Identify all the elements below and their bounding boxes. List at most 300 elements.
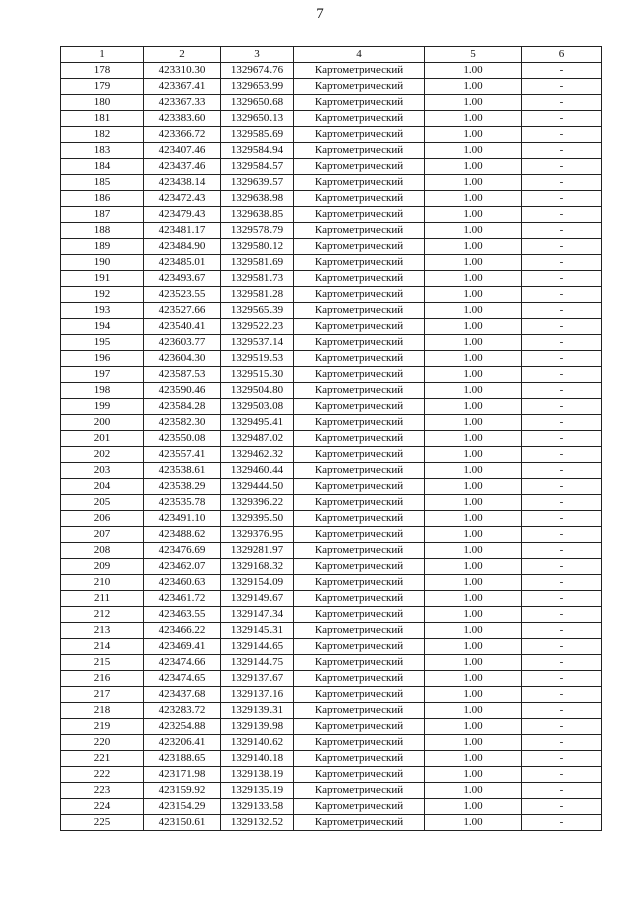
y-coordinate-cell: 1329139.31 xyxy=(221,703,294,719)
accuracy-cell: 1.00 xyxy=(425,271,522,287)
note-cell: - xyxy=(522,447,602,463)
x-coordinate-cell: 423159.92 xyxy=(144,783,221,799)
point-number-cell: 198 xyxy=(61,383,144,399)
table-row xyxy=(61,639,602,655)
accuracy-cell: 1.00 xyxy=(425,815,522,831)
point-number-cell: 187 xyxy=(61,207,144,223)
method-cell: Картометрический xyxy=(294,63,425,79)
x-coordinate-cell: 423462.07 xyxy=(144,559,221,575)
table-row xyxy=(61,287,602,303)
note-cell: - xyxy=(522,591,602,607)
method-cell: Картометрический xyxy=(294,703,425,719)
method-cell: Картометрический xyxy=(294,799,425,815)
x-coordinate-cell: 423538.61 xyxy=(144,463,221,479)
x-coordinate-cell: 423479.43 xyxy=(144,207,221,223)
method-cell: Картометрический xyxy=(294,655,425,671)
accuracy-cell: 1.00 xyxy=(425,239,522,255)
accuracy-cell: 1.00 xyxy=(425,287,522,303)
x-coordinate-cell: 423476.69 xyxy=(144,543,221,559)
table-row xyxy=(61,783,602,799)
point-number-cell: 194 xyxy=(61,319,144,335)
y-coordinate-cell: 1329504.80 xyxy=(221,383,294,399)
accuracy-cell: 1.00 xyxy=(425,127,522,143)
accuracy-cell: 1.00 xyxy=(425,559,522,575)
note-cell: - xyxy=(522,319,602,335)
point-number-cell: 178 xyxy=(61,63,144,79)
table-row xyxy=(61,431,602,447)
note-cell: - xyxy=(522,383,602,399)
accuracy-cell: 1.00 xyxy=(425,495,522,511)
note-cell: - xyxy=(522,767,602,783)
point-number-cell: 200 xyxy=(61,415,144,431)
table-row xyxy=(61,511,602,527)
y-coordinate-cell: 1329584.94 xyxy=(221,143,294,159)
note-cell: - xyxy=(522,575,602,591)
point-number-cell: 208 xyxy=(61,543,144,559)
point-number-cell: 221 xyxy=(61,751,144,767)
note-cell: - xyxy=(522,687,602,703)
column-header-3: 3 xyxy=(221,47,294,63)
x-coordinate-cell: 423437.68 xyxy=(144,687,221,703)
x-coordinate-cell: 423493.67 xyxy=(144,271,221,287)
column-header-1: 1 xyxy=(61,47,144,63)
note-cell: - xyxy=(522,815,602,831)
point-number-cell: 204 xyxy=(61,479,144,495)
table-row xyxy=(61,495,602,511)
note-cell: - xyxy=(522,671,602,687)
point-number-cell: 191 xyxy=(61,271,144,287)
y-coordinate-cell: 1329395.50 xyxy=(221,511,294,527)
note-cell: - xyxy=(522,79,602,95)
y-coordinate-cell: 1329149.67 xyxy=(221,591,294,607)
y-coordinate-cell: 1329565.39 xyxy=(221,303,294,319)
accuracy-cell: 1.00 xyxy=(425,463,522,479)
y-coordinate-cell: 1329522.23 xyxy=(221,319,294,335)
note-cell: - xyxy=(522,191,602,207)
accuracy-cell: 1.00 xyxy=(425,607,522,623)
table-row xyxy=(61,271,602,287)
accuracy-cell: 1.00 xyxy=(425,639,522,655)
y-coordinate-cell: 1329650.13 xyxy=(221,111,294,127)
accuracy-cell: 1.00 xyxy=(425,159,522,175)
note-cell: - xyxy=(522,207,602,223)
table-row xyxy=(61,607,602,623)
point-number-cell: 218 xyxy=(61,703,144,719)
method-cell: Картометрический xyxy=(294,735,425,751)
table-row xyxy=(61,207,602,223)
method-cell: Картометрический xyxy=(294,175,425,191)
table-header-row xyxy=(61,47,602,63)
note-cell: - xyxy=(522,655,602,671)
method-cell: Картометрический xyxy=(294,751,425,767)
method-cell: Картометрический xyxy=(294,95,425,111)
point-number-cell: 186 xyxy=(61,191,144,207)
page-number: 7 xyxy=(316,6,324,22)
note-cell: - xyxy=(522,399,602,415)
point-number-cell: 202 xyxy=(61,447,144,463)
point-number-cell: 189 xyxy=(61,239,144,255)
x-coordinate-cell: 423469.41 xyxy=(144,639,221,655)
method-cell: Картометрический xyxy=(294,351,425,367)
x-coordinate-cell: 423584.28 xyxy=(144,399,221,415)
table-row xyxy=(61,255,602,271)
y-coordinate-cell: 1329639.57 xyxy=(221,175,294,191)
note-cell: - xyxy=(522,463,602,479)
table-row xyxy=(61,623,602,639)
x-coordinate-cell: 423491.10 xyxy=(144,511,221,527)
point-number-cell: 222 xyxy=(61,767,144,783)
note-cell: - xyxy=(522,543,602,559)
method-cell: Картометрический xyxy=(294,783,425,799)
y-coordinate-cell: 1329578.79 xyxy=(221,223,294,239)
x-coordinate-cell: 423188.65 xyxy=(144,751,221,767)
point-number-cell: 196 xyxy=(61,351,144,367)
note-cell: - xyxy=(522,735,602,751)
note-cell: - xyxy=(522,303,602,319)
table-row xyxy=(61,79,602,95)
method-cell: Картометрический xyxy=(294,191,425,207)
x-coordinate-cell: 423150.61 xyxy=(144,815,221,831)
accuracy-cell: 1.00 xyxy=(425,367,522,383)
table-row xyxy=(61,319,602,335)
accuracy-cell: 1.00 xyxy=(425,79,522,95)
table-row xyxy=(61,367,602,383)
y-coordinate-cell: 1329137.67 xyxy=(221,671,294,687)
note-cell: - xyxy=(522,751,602,767)
method-cell: Картометрический xyxy=(294,383,425,399)
y-coordinate-cell: 1329580.12 xyxy=(221,239,294,255)
point-number-cell: 205 xyxy=(61,495,144,511)
accuracy-cell: 1.00 xyxy=(425,399,522,415)
method-cell: Картометрический xyxy=(294,447,425,463)
point-number-cell: 212 xyxy=(61,607,144,623)
point-number-cell: 210 xyxy=(61,575,144,591)
y-coordinate-cell: 1329487.02 xyxy=(221,431,294,447)
x-coordinate-cell: 423466.22 xyxy=(144,623,221,639)
method-cell: Картометрический xyxy=(294,559,425,575)
point-number-cell: 193 xyxy=(61,303,144,319)
method-cell: Картометрический xyxy=(294,639,425,655)
y-coordinate-cell: 1329462.32 xyxy=(221,447,294,463)
point-number-cell: 214 xyxy=(61,639,144,655)
note-cell: - xyxy=(522,527,602,543)
y-coordinate-cell: 1329638.98 xyxy=(221,191,294,207)
x-coordinate-cell: 423438.14 xyxy=(144,175,221,191)
accuracy-cell: 1.00 xyxy=(425,415,522,431)
accuracy-cell: 1.00 xyxy=(425,191,522,207)
x-coordinate-cell: 423557.41 xyxy=(144,447,221,463)
x-coordinate-cell: 423461.72 xyxy=(144,591,221,607)
table-row xyxy=(61,767,602,783)
accuracy-cell: 1.00 xyxy=(425,671,522,687)
x-coordinate-cell: 423603.77 xyxy=(144,335,221,351)
table-row xyxy=(61,223,602,239)
y-coordinate-cell: 1329138.19 xyxy=(221,767,294,783)
point-number-cell: 225 xyxy=(61,815,144,831)
accuracy-cell: 1.00 xyxy=(425,591,522,607)
x-coordinate-cell: 423472.43 xyxy=(144,191,221,207)
method-cell: Картометрический xyxy=(294,143,425,159)
note-cell: - xyxy=(522,415,602,431)
table-row xyxy=(61,415,602,431)
y-coordinate-cell: 1329638.85 xyxy=(221,207,294,223)
y-coordinate-cell: 1329140.62 xyxy=(221,735,294,751)
table-row xyxy=(61,687,602,703)
y-coordinate-cell: 1329376.95 xyxy=(221,527,294,543)
x-coordinate-cell: 423254.88 xyxy=(144,719,221,735)
accuracy-cell: 1.00 xyxy=(425,303,522,319)
x-coordinate-cell: 423367.33 xyxy=(144,95,221,111)
point-number-cell: 224 xyxy=(61,799,144,815)
table-row xyxy=(61,399,602,415)
y-coordinate-cell: 1329144.65 xyxy=(221,639,294,655)
accuracy-cell: 1.00 xyxy=(425,63,522,79)
x-coordinate-cell: 423488.62 xyxy=(144,527,221,543)
method-cell: Картометрический xyxy=(294,255,425,271)
note-cell: - xyxy=(522,351,602,367)
method-cell: Картометрический xyxy=(294,111,425,127)
y-coordinate-cell: 1329135.19 xyxy=(221,783,294,799)
x-coordinate-cell: 423474.66 xyxy=(144,655,221,671)
table-row xyxy=(61,191,602,207)
table-row xyxy=(61,527,602,543)
point-number-cell: 182 xyxy=(61,127,144,143)
point-number-cell: 216 xyxy=(61,671,144,687)
method-cell: Картометрический xyxy=(294,415,425,431)
accuracy-cell: 1.00 xyxy=(425,207,522,223)
note-cell: - xyxy=(522,159,602,175)
accuracy-cell: 1.00 xyxy=(425,687,522,703)
method-cell: Картометрический xyxy=(294,607,425,623)
accuracy-cell: 1.00 xyxy=(425,95,522,111)
point-number-cell: 195 xyxy=(61,335,144,351)
point-number-cell: 215 xyxy=(61,655,144,671)
accuracy-cell: 1.00 xyxy=(425,335,522,351)
method-cell: Картометрический xyxy=(294,591,425,607)
table-row xyxy=(61,335,602,351)
y-coordinate-cell: 1329519.53 xyxy=(221,351,294,367)
point-number-cell: 188 xyxy=(61,223,144,239)
method-cell: Картометрический xyxy=(294,303,425,319)
x-coordinate-cell: 423437.46 xyxy=(144,159,221,175)
table-row xyxy=(61,559,602,575)
y-coordinate-cell: 1329133.58 xyxy=(221,799,294,815)
point-number-cell: 206 xyxy=(61,511,144,527)
note-cell: - xyxy=(522,479,602,495)
method-cell: Картометрический xyxy=(294,687,425,703)
y-coordinate-cell: 1329145.31 xyxy=(221,623,294,639)
accuracy-cell: 1.00 xyxy=(425,447,522,463)
y-coordinate-cell: 1329674.76 xyxy=(221,63,294,79)
x-coordinate-cell: 423407.46 xyxy=(144,143,221,159)
table-row xyxy=(61,655,602,671)
y-coordinate-cell: 1329144.75 xyxy=(221,655,294,671)
note-cell: - xyxy=(522,255,602,271)
point-number-cell: 219 xyxy=(61,719,144,735)
note-cell: - xyxy=(522,511,602,527)
point-number-cell: 181 xyxy=(61,111,144,127)
accuracy-cell: 1.00 xyxy=(425,511,522,527)
y-coordinate-cell: 1329140.18 xyxy=(221,751,294,767)
x-coordinate-cell: 423590.46 xyxy=(144,383,221,399)
y-coordinate-cell: 1329154.09 xyxy=(221,575,294,591)
y-coordinate-cell: 1329581.28 xyxy=(221,287,294,303)
x-coordinate-cell: 423485.01 xyxy=(144,255,221,271)
method-cell: Картометрический xyxy=(294,527,425,543)
table-row xyxy=(61,463,602,479)
note-cell: - xyxy=(522,703,602,719)
table-row xyxy=(61,351,602,367)
column-header-6: 6 xyxy=(522,47,602,63)
method-cell: Картометрический xyxy=(294,319,425,335)
point-number-cell: 211 xyxy=(61,591,144,607)
y-coordinate-cell: 1329281.97 xyxy=(221,543,294,559)
point-number-cell: 223 xyxy=(61,783,144,799)
table-row xyxy=(61,63,602,79)
note-cell: - xyxy=(522,111,602,127)
x-coordinate-cell: 423171.98 xyxy=(144,767,221,783)
table-row xyxy=(61,543,602,559)
method-cell: Картометрический xyxy=(294,207,425,223)
y-coordinate-cell: 1329584.57 xyxy=(221,159,294,175)
method-cell: Картометрический xyxy=(294,495,425,511)
accuracy-cell: 1.00 xyxy=(425,223,522,239)
x-coordinate-cell: 423540.41 xyxy=(144,319,221,335)
point-number-cell: 207 xyxy=(61,527,144,543)
x-coordinate-cell: 423587.53 xyxy=(144,367,221,383)
note-cell: - xyxy=(522,783,602,799)
note-cell: - xyxy=(522,223,602,239)
method-cell: Картометрический xyxy=(294,815,425,831)
method-cell: Картометрический xyxy=(294,271,425,287)
method-cell: Картометрический xyxy=(294,575,425,591)
note-cell: - xyxy=(522,495,602,511)
point-number-cell: 217 xyxy=(61,687,144,703)
method-cell: Картометрический xyxy=(294,767,425,783)
column-header-5: 5 xyxy=(425,47,522,63)
note-cell: - xyxy=(522,799,602,815)
method-cell: Картометрический xyxy=(294,239,425,255)
note-cell: - xyxy=(522,559,602,575)
x-coordinate-cell: 423538.29 xyxy=(144,479,221,495)
x-coordinate-cell: 423484.90 xyxy=(144,239,221,255)
x-coordinate-cell: 423310.30 xyxy=(144,63,221,79)
point-number-cell: 183 xyxy=(61,143,144,159)
table-row xyxy=(61,671,602,687)
method-cell: Картометрический xyxy=(294,287,425,303)
accuracy-cell: 1.00 xyxy=(425,143,522,159)
note-cell: - xyxy=(522,95,602,111)
x-coordinate-cell: 423463.55 xyxy=(144,607,221,623)
note-cell: - xyxy=(522,127,602,143)
x-coordinate-cell: 423366.72 xyxy=(144,127,221,143)
table-row xyxy=(61,751,602,767)
x-coordinate-cell: 423383.60 xyxy=(144,111,221,127)
point-number-cell: 192 xyxy=(61,287,144,303)
method-cell: Картометрический xyxy=(294,399,425,415)
accuracy-cell: 1.00 xyxy=(425,575,522,591)
point-number-cell: 180 xyxy=(61,95,144,111)
method-cell: Картометрический xyxy=(294,463,425,479)
x-coordinate-cell: 423535.78 xyxy=(144,495,221,511)
point-number-cell: 197 xyxy=(61,367,144,383)
note-cell: - xyxy=(522,335,602,351)
accuracy-cell: 1.00 xyxy=(425,111,522,127)
x-coordinate-cell: 423582.30 xyxy=(144,415,221,431)
table-row xyxy=(61,95,602,111)
accuracy-cell: 1.00 xyxy=(425,351,522,367)
column-header-4: 4 xyxy=(294,47,425,63)
method-cell: Картометрический xyxy=(294,719,425,735)
x-coordinate-cell: 423460.63 xyxy=(144,575,221,591)
note-cell: - xyxy=(522,271,602,287)
x-coordinate-cell: 423283.72 xyxy=(144,703,221,719)
method-cell: Картометрический xyxy=(294,623,425,639)
accuracy-cell: 1.00 xyxy=(425,799,522,815)
x-coordinate-cell: 423604.30 xyxy=(144,351,221,367)
table-row xyxy=(61,127,602,143)
accuracy-cell: 1.00 xyxy=(425,719,522,735)
method-cell: Картометрический xyxy=(294,511,425,527)
x-coordinate-cell: 423523.55 xyxy=(144,287,221,303)
point-number-cell: 209 xyxy=(61,559,144,575)
point-number-cell: 184 xyxy=(61,159,144,175)
table-row xyxy=(61,159,602,175)
y-coordinate-cell: 1329396.22 xyxy=(221,495,294,511)
x-coordinate-cell: 423474.65 xyxy=(144,671,221,687)
accuracy-cell: 1.00 xyxy=(425,527,522,543)
point-number-cell: 220 xyxy=(61,735,144,751)
y-coordinate-cell: 1329653.99 xyxy=(221,79,294,95)
y-coordinate-cell: 1329581.73 xyxy=(221,271,294,287)
table-row xyxy=(61,719,602,735)
y-coordinate-cell: 1329585.69 xyxy=(221,127,294,143)
point-number-cell: 213 xyxy=(61,623,144,639)
accuracy-cell: 1.00 xyxy=(425,751,522,767)
accuracy-cell: 1.00 xyxy=(425,623,522,639)
table-row xyxy=(61,239,602,255)
table-row xyxy=(61,799,602,815)
table-row xyxy=(61,735,602,751)
note-cell: - xyxy=(522,239,602,255)
y-coordinate-cell: 1329444.50 xyxy=(221,479,294,495)
y-coordinate-cell: 1329581.69 xyxy=(221,255,294,271)
accuracy-cell: 1.00 xyxy=(425,783,522,799)
method-cell: Картометрический xyxy=(294,543,425,559)
accuracy-cell: 1.00 xyxy=(425,735,522,751)
note-cell: - xyxy=(522,431,602,447)
method-cell: Картометрический xyxy=(294,159,425,175)
note-cell: - xyxy=(522,719,602,735)
table-row xyxy=(61,383,602,399)
table-row xyxy=(61,815,602,831)
table-row xyxy=(61,111,602,127)
method-cell: Картометрический xyxy=(294,431,425,447)
method-cell: Картометрический xyxy=(294,671,425,687)
y-coordinate-cell: 1329503.08 xyxy=(221,399,294,415)
y-coordinate-cell: 1329168.32 xyxy=(221,559,294,575)
y-coordinate-cell: 1329460.44 xyxy=(221,463,294,479)
table-body xyxy=(61,63,602,831)
method-cell: Картометрический xyxy=(294,335,425,351)
point-number-cell: 185 xyxy=(61,175,144,191)
accuracy-cell: 1.00 xyxy=(425,383,522,399)
x-coordinate-cell: 423154.29 xyxy=(144,799,221,815)
x-coordinate-cell: 423367.41 xyxy=(144,79,221,95)
table-row xyxy=(61,703,602,719)
table-row xyxy=(61,447,602,463)
point-number-cell: 203 xyxy=(61,463,144,479)
